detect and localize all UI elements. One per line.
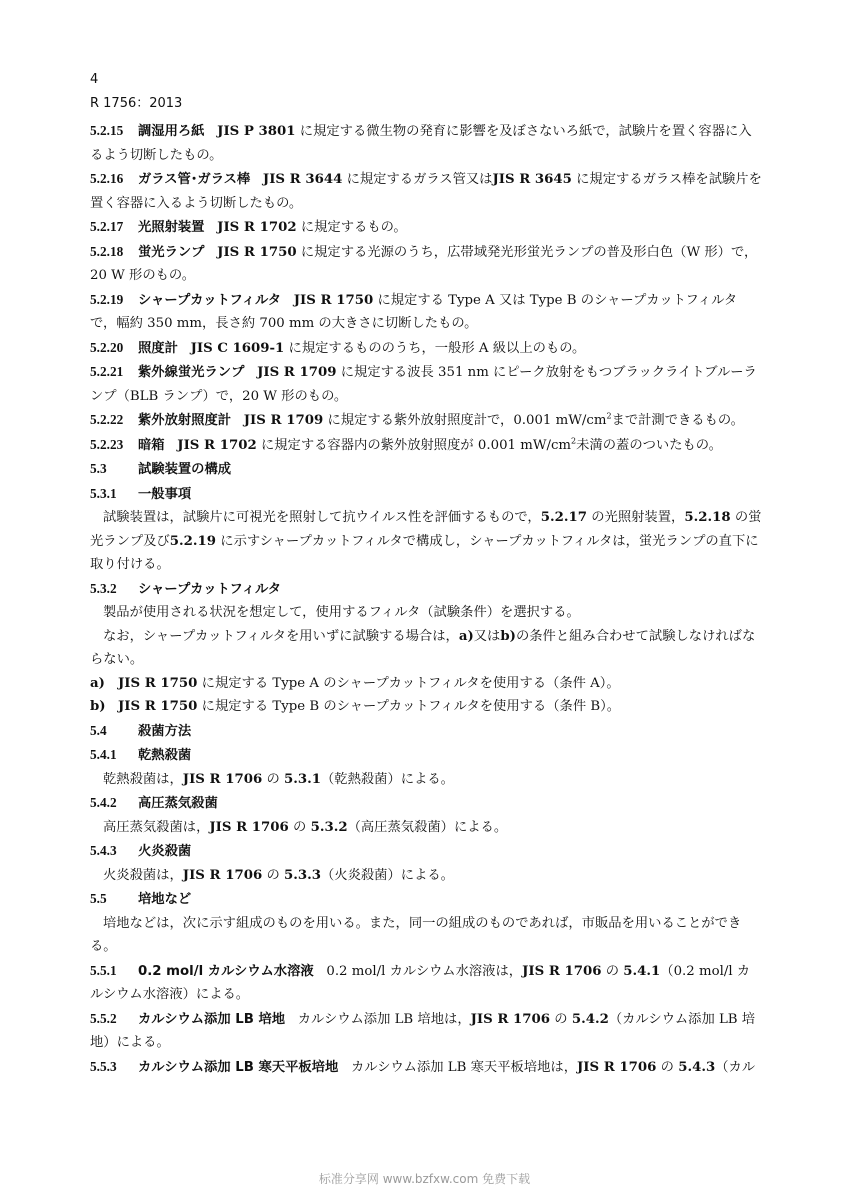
section-5-5-2: 5.5.2 カルシウム添加 LB 培地 カルシウム添加 LB 培地は，JIS R 1706 の 5.4.2（カルシウム添加 LB 培地）による。 [90, 1010, 756, 1050]
clause-5-2-23: 5.2.23 暗箱 JIS R 1702 に規定する容器内の紫外放射照度が 0.001 $mW/cm^2$未満の蓋のついたもの。 [90, 436, 722, 453]
section-5-5-heading: 5.5 培地など [90, 891, 192, 907]
document-body [90, 119, 762, 1079]
section-5-5-body: 培地などは，次に示す組成のものを用いる。また，同一の組成のものであれば，市販品を用いることができる。 [90, 915, 742, 954]
list-item-a: a) JIS R 1750 に規定する Type A のシャープカットフィルタを使用する（条件 A）。 [90, 675, 620, 691]
section-5-3-heading: 5.3 試験装置の構成 [90, 461, 232, 477]
clause-5-2-19: 5.2.19 シャープカットフィルタ JIS R 1750 に規定する Type A 又は Type B のシャープカットフィルタで，幅約 350 mm，長さ約 700 mm の大きさに切断したもの。 [90, 291, 738, 331]
section-5-4-1-heading: 5.4.1 乾熱殺菌 [90, 747, 192, 763]
section-5-4-2-body: 高圧蒸気殺菌は，JIS R 1706 の 5.3.2（高圧蒸気殺菌）による。 [103, 819, 508, 835]
section-5-3-2-body-2: なお，シャープカットフィルタを用いずに試験する場合は，a)又はb)の条件と組み合わせて試験しなければならない。 [90, 628, 756, 667]
list-item-b: b) JIS R 1750 に規定する Type B のシャープカットフィルタを使用する（条件 B）。 [90, 699, 621, 714]
section-5-5-3: 5.5.3 カルシウム添加 LB 寒天平板培地 カルシウム添加 LB 寒天平板培地は，JIS R 1706 の 5.4.3（カル [90, 1058, 756, 1075]
clause-5-2-17: 5.2.17 光照射装置 JIS R 1702 に規定するもの。 [90, 219, 407, 235]
section-5-3-1-body: 試験装置は，試験片に可視光を照射して抗ウイルス性を評価するもので，5.2.17 の光照射装置，5.2.18 の蛍光ランプ及び5.2.19 に示すシャープカットフィルタで構成し，シャープカットフィルタは，蛍光ランプの直下に取り付ける。 [90, 510, 762, 572]
watermark: 标准分享网 www.bzfxw.com 免费下载 [318, 1172, 531, 1186]
section-5-4-heading: 5.4 殺菌方法 [90, 722, 192, 739]
standard-id: R 1756：2013 [90, 96, 183, 111]
section-5-3-2-body-1: 製品が使用される状況を想定して，使用するフィルタ（試験条件）を選択する。 [103, 605, 580, 620]
section-5-4-3-heading: 5.4.3 火炎殺菌 [90, 843, 192, 859]
clause-5-2-21: 5.2.21 紫外線蛍光ランプ JIS R 1709 に規定する波長 351 nm にピーク放射をもつブラックライトブルーランプ（BLB ランプ）で，20 W 形のもの。 [90, 364, 757, 404]
clause-5-2-22: 5.2.22 紫外放射照度計 JIS R 1709 に規定する紫外放射照度計で，0.001 $mW/cm^2$まで計測できるもの。 [90, 411, 744, 428]
section-5-4-1-body: 乾熱殺菌は，JIS R 1706 の 5.3.1（乾熱殺菌）による。 [103, 771, 454, 787]
clause-5-2-16: 5.2.16 ガラス管･ガラス棒 JIS R 3644 に規定するガラス管又はJIS R 3645 に規定するガラス棒を試験片を置く容器に入るよう切断したもの。 [90, 171, 762, 211]
section-5-5-1: 5.5.1 0.2 mol/l カルシウム水溶液 0.2 mol/l カルシウム水溶液は，JIS R 1706 の 5.4.1（0.2 mol/l カルシウム水溶液）による。 [90, 962, 751, 1002]
section-5-3-1-heading: 5.3.1 一般事項 [90, 485, 192, 502]
section-5-3-2-heading: 5.3.2 シャープカットフィルタ [90, 580, 282, 597]
section-5-4-2-heading: 5.4.2 高圧蒸気殺菌 [90, 795, 218, 811]
clause-5-2-20: 5.2.20 照度計 JIS C 1609-1 に規定するもののうち，一般形 A 級以上のもの。 [90, 339, 586, 356]
clause-5-2-18: 5.2.18 蛍光ランプ JIS R 1750 に規定する光源のうち，広帯域発光形蛍光ランプの普及形白色（W 形）で，20 W 形のもの。 [90, 243, 758, 283]
clause-5-2-15: 5.2.15 調湿用ろ紙 JIS P 3801 に規定する微生物の発育に影響を及ぼさないろ紙で，試験片を置く容器に入るよう切断したもの。 [90, 123, 752, 163]
page-number: 4 [90, 72, 99, 87]
section-5-4-3-body: 火炎殺菌は，JIS R 1706 の 5.3.3（火炎殺菌）による。 [103, 867, 454, 883]
